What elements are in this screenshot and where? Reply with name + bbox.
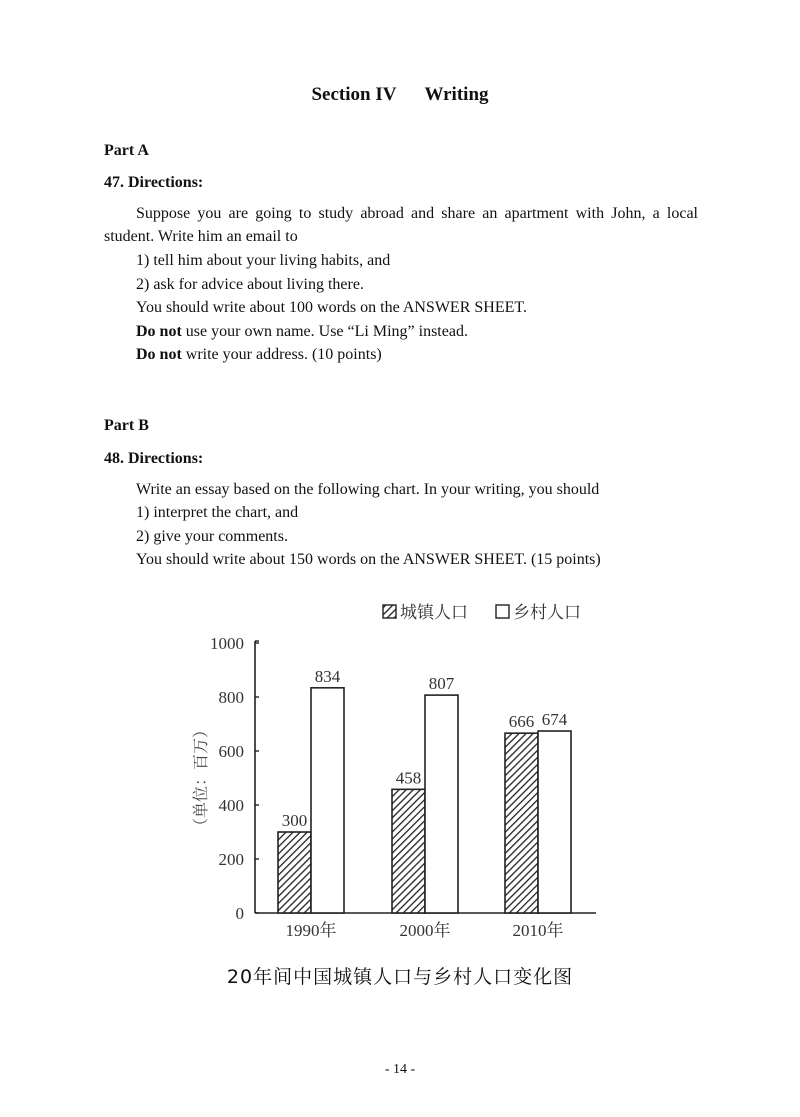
rural-bar — [311, 688, 344, 913]
chart-caption: 20年间中国城镇人口与乡村人口变化图 — [226, 966, 574, 988]
note-emphasis: Do not — [136, 323, 182, 340]
urban-bar — [392, 789, 425, 913]
question-47-heading: 47. Directions: — [104, 174, 204, 191]
urban-bar — [278, 832, 311, 913]
section-number: Section IV — [311, 84, 397, 105]
question-47-item-1: 1) tell him about your living habits, and — [136, 252, 391, 269]
bar-value-label: 458 — [395, 768, 422, 788]
chart-legend — [383, 603, 581, 623]
svg-text:（单位：百万）: （单位：百万） — [191, 721, 210, 835]
y-tick-label: 1000 — [210, 634, 244, 653]
y-axis-label — [191, 722, 210, 834]
question-47-intro: Suppose you are going to study abroad and share an apartment with John, a local student. Write him an email to — [104, 205, 698, 245]
y-tick-label: 600 — [218, 742, 244, 761]
urban-bar — [505, 733, 538, 913]
y-tick-label: 400 — [218, 796, 244, 815]
question-47-word-requirement: You should write about 100 words on the ANSWER SHEET. — [136, 299, 527, 316]
x-tick-label: 2000年 — [399, 921, 451, 940]
x-tick-label: 1990年 — [285, 921, 337, 940]
part-a-heading: Part A — [104, 142, 149, 159]
y-tick-label: 200 — [218, 850, 244, 869]
part-b-heading: Part B — [104, 417, 149, 434]
legend-hollow-swatch-icon — [496, 605, 509, 618]
question-48-intro: Write an essay based on the following chart. In your writing, you should — [136, 481, 600, 498]
note-text: write your address. (10 points) — [181, 346, 382, 363]
section-name: Writing — [424, 84, 489, 105]
legend-label-urban: 城镇人口 — [400, 603, 468, 623]
legend-hatched-swatch-icon — [383, 605, 396, 618]
note-emphasis: Do not — [136, 346, 182, 363]
question-48-item-2: 2) give your comments. — [136, 528, 288, 545]
page-number: - 14 - — [384, 1062, 416, 1077]
question-47-item-2: 2) ask for advice about living there. — [136, 276, 364, 293]
y-tick-label: 0 — [235, 904, 244, 923]
question-48-word-requirement: You should write about 150 words on the ANSWER SHEET. (15 points) — [136, 551, 601, 568]
rural-bar — [538, 731, 571, 913]
note-text: use your own name. Use “Li Ming” instead. — [181, 323, 468, 340]
bar-value-label: 300 — [281, 811, 308, 830]
bar-value-label: 834 — [314, 666, 341, 686]
bar-value-label: 666 — [508, 712, 535, 732]
bar-value-label: 674 — [541, 710, 568, 730]
y-tick-label: 800 — [218, 688, 244, 707]
rural-bar — [425, 695, 458, 913]
bar-value-label: 807 — [428, 674, 455, 694]
question-48-heading: 48. Directions: — [104, 450, 204, 467]
legend-label-rural: 乡村人口 — [513, 603, 581, 623]
question-48-item-1: 1) interpret the chart, and — [136, 504, 299, 521]
x-tick-label: 2010年 — [512, 921, 564, 940]
chart-bars — [278, 667, 571, 913]
